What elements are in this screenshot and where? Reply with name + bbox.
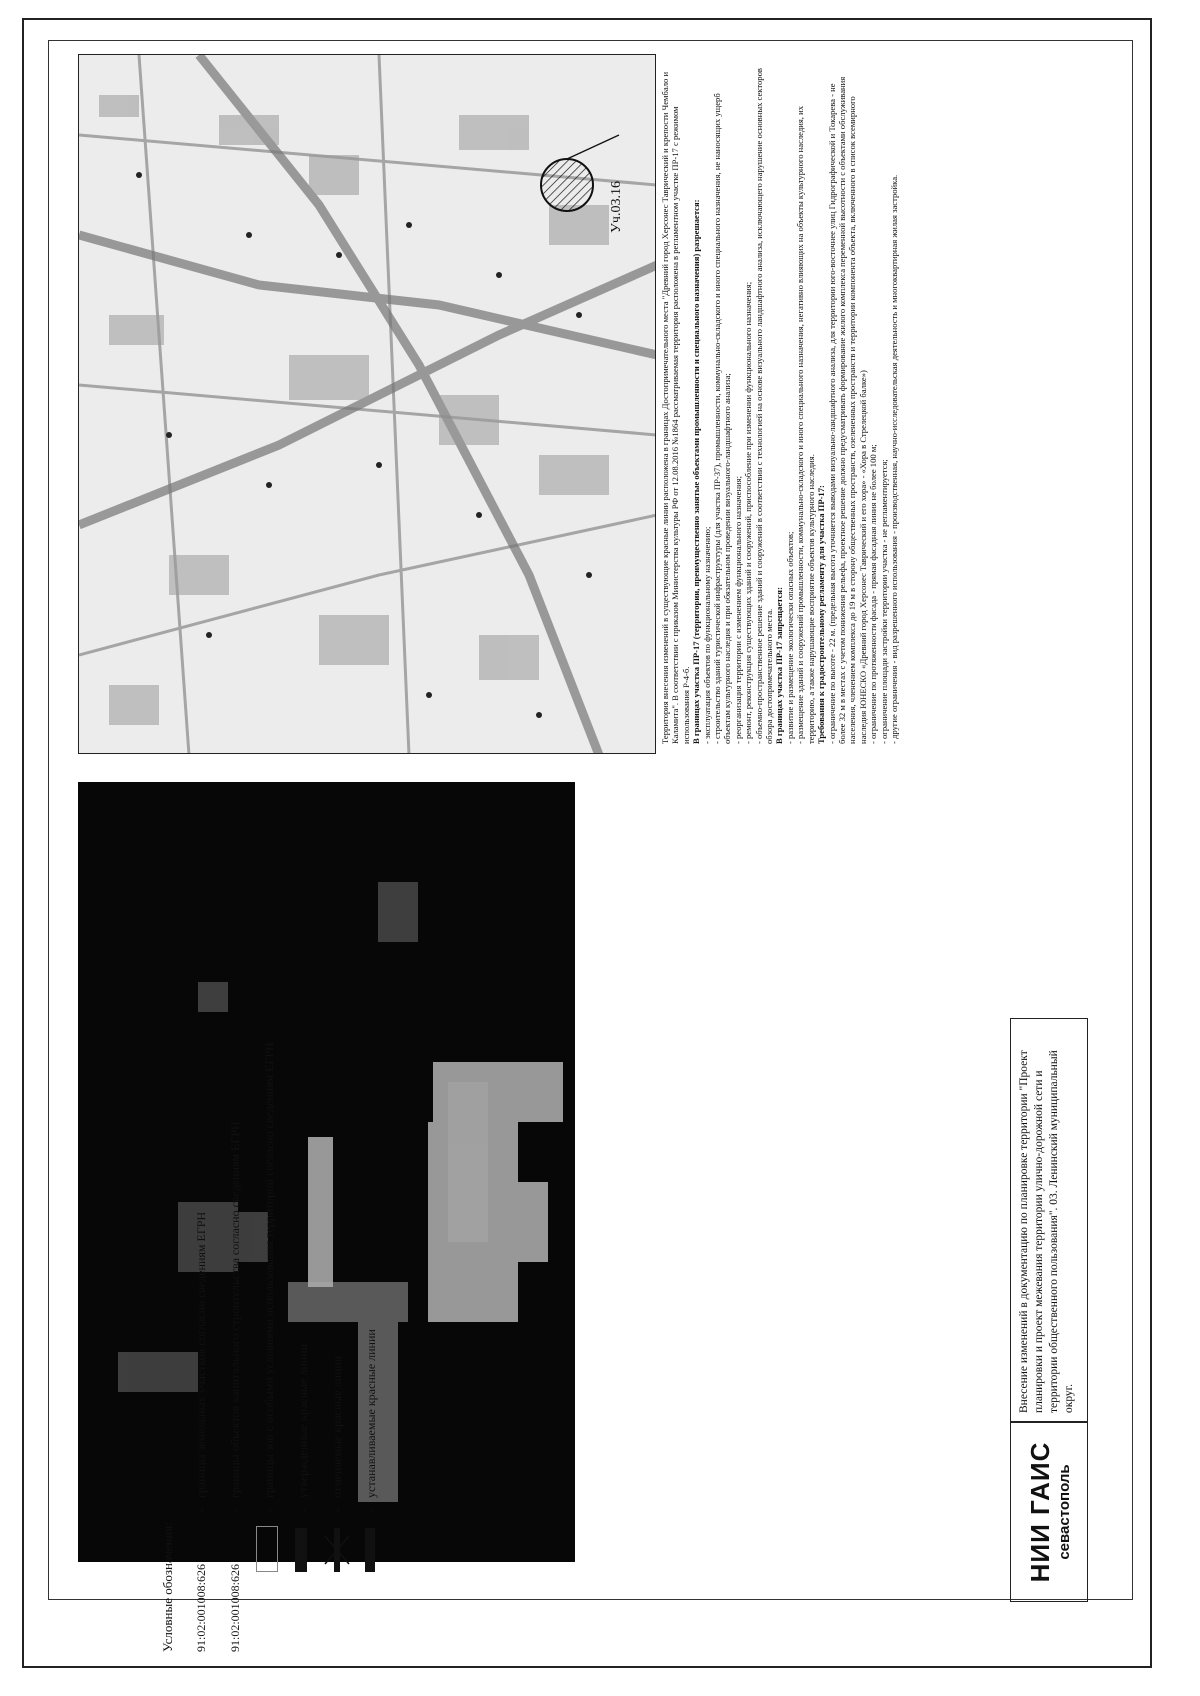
logo xyxy=(1010,1422,1088,1602)
legend-code: 91:02:001008:626 xyxy=(193,1563,208,1652)
map-graphic xyxy=(79,55,656,754)
legend-code: 91:02:001008:626 xyxy=(227,1563,242,1652)
legend-row: - устанавливаемые красные линии xyxy=(354,1042,388,1652)
allowed-title: В границах участка ПР-17 (территории, преимущественно занятые объектами промышленности и специального назначения) разрешается: xyxy=(691,199,702,744)
title-text: Внесение изменений в документацию по планировке территории "Проект планировки и проект межевания территории улично-дорожной сети и территории общественного пользования". 03. Ленинский муниципальный округ. xyxy=(1010,1018,1088,1422)
requirements-item: - ограничение площади застройки территории участка - не регламентируется; xyxy=(878,459,889,744)
forbidden-title: В границах участка ПР-17 запрещается: xyxy=(774,587,785,744)
forbidden-item: - размещение зданий и сооружений промышленности, коммунально-складского и иного специального назначения, негативно влияющих на объекты культурного наследия, их территорию, а также нарушающие восприятие объектов культурного наследия. xyxy=(795,106,816,744)
legend-text: утвержденные красные линии xyxy=(295,1343,310,1498)
requirements-item: - ограничение по протяженности фасада - прямая фасадная линия не более 100 м; xyxy=(868,444,879,744)
forbidden-item: - развитие и размещение экологически опасных объектов; xyxy=(784,531,795,744)
requirements-item: - другие ограничения - вид разрешенного использования - производственная, научно-исследовательская деятельность и многоквартирная жилая застройка. xyxy=(888,174,899,744)
zoning-description xyxy=(660,64,899,744)
legend-text: границы земельных участков согласно сведениям ЕГРН xyxy=(193,1211,208,1498)
allowed-item: - реорганизация территории с изменением функционального назначения; xyxy=(732,475,743,744)
allowed-item: - эксплуатация объектов по функциональному назначению; xyxy=(701,526,712,744)
site-label: Уч.03.16 xyxy=(609,181,624,233)
cancelled-line-swatch xyxy=(323,1528,351,1652)
legend-text: устанавливаемые красные линии xyxy=(363,1329,378,1498)
requirements-item: - ограничение по высоте - 22 м. (предельная высота уточняется выводами визуально-ландшафтного анализа, для территории юго-восточнее улиц Гидрографической и Токарева - не более 32 м в местах с учетом понижения рельефа, проектное решение должно предусматривать формирование жилого комплекса переменной высотности с объектами обслуживания населения, членением комплекса до 19 м в сторону общественных пространств, озелененных пространств и территории компонента объекта, включенного в список всемирного наследия ЮНЕСКО «Древний город Херсонес Таврический и его хора» - «Хора в Стрелецкой балке») xyxy=(826,76,868,744)
site-marker[interactable] xyxy=(541,159,593,211)
legend-text: границы объектов капитального строительства согласно сведениям ЕГРН xyxy=(227,1121,242,1498)
zone-swatch xyxy=(256,1526,278,1572)
legend-row: 91:02:001008:626 - границы земельных участков согласно сведениям ЕГРН xyxy=(193,1211,208,1652)
legend xyxy=(160,1042,388,1652)
requirements-title: Требования к градостроительному регламенту для участка ПР-17: xyxy=(816,485,827,744)
allowed-item: - ремонт, реконструкция существующих зданий и сооружений, приспособление при изменении функционального назначения; xyxy=(743,281,754,744)
legend-row: - утвержденные красные линии xyxy=(286,1042,320,1652)
logo-top: НИИ ГАИС xyxy=(1025,1441,1055,1583)
legend-text: отменяемые красные линии xyxy=(329,1355,344,1498)
legend-title: Условные обозначения: xyxy=(160,1521,175,1652)
title-block xyxy=(1010,1018,1088,1602)
city-map[interactable] xyxy=(78,54,656,754)
legend-row: - отменяемые красные линии xyxy=(320,1042,354,1652)
approved-line-swatch xyxy=(295,1528,307,1572)
legend-text: границы зон с особыми условиями использования территорий согласно сведениям ЕГРН xyxy=(261,1042,276,1498)
legend-row: - границы зон с особыми условиями использования территорий согласно сведениям ЕГРН xyxy=(252,1042,286,1652)
allowed-item: - объемно-пространственное решение зданий и сооружений в соответствии с технологией на основе визуального ландшафтного анализа, исключающего нарушение основных секторов обзора достопримечательного места. xyxy=(753,68,775,744)
logo-bottom: севастополь xyxy=(1056,1464,1073,1560)
legend-row: 91:02:001008:626 - границы объектов капитального строительства согласно сведениям ЕГРН xyxy=(227,1121,242,1652)
intro-text: Территория внесения изменений в существующие красные линии расположена в границах Достопримечательного места "Древний город Херсонес Таврический и крепости Чембало и Каламита". В соответствии с приказом Министерства культуры РФ от 12.08.2016 №1864 рассматриваемая территория расположена в регламентном участке ПР-17 с режимом использования Р-4-б. xyxy=(660,71,691,744)
new-line-swatch xyxy=(365,1528,375,1572)
allowed-item: - строительство зданий туристической инфраструктуры (для участка ПР-37), промышленности, коммунально-складского и иного специального назначения, не наносящих ущерб объектам культурного наследия и при обязательном проведении визуального-ландшафтного анализа; xyxy=(712,93,733,744)
